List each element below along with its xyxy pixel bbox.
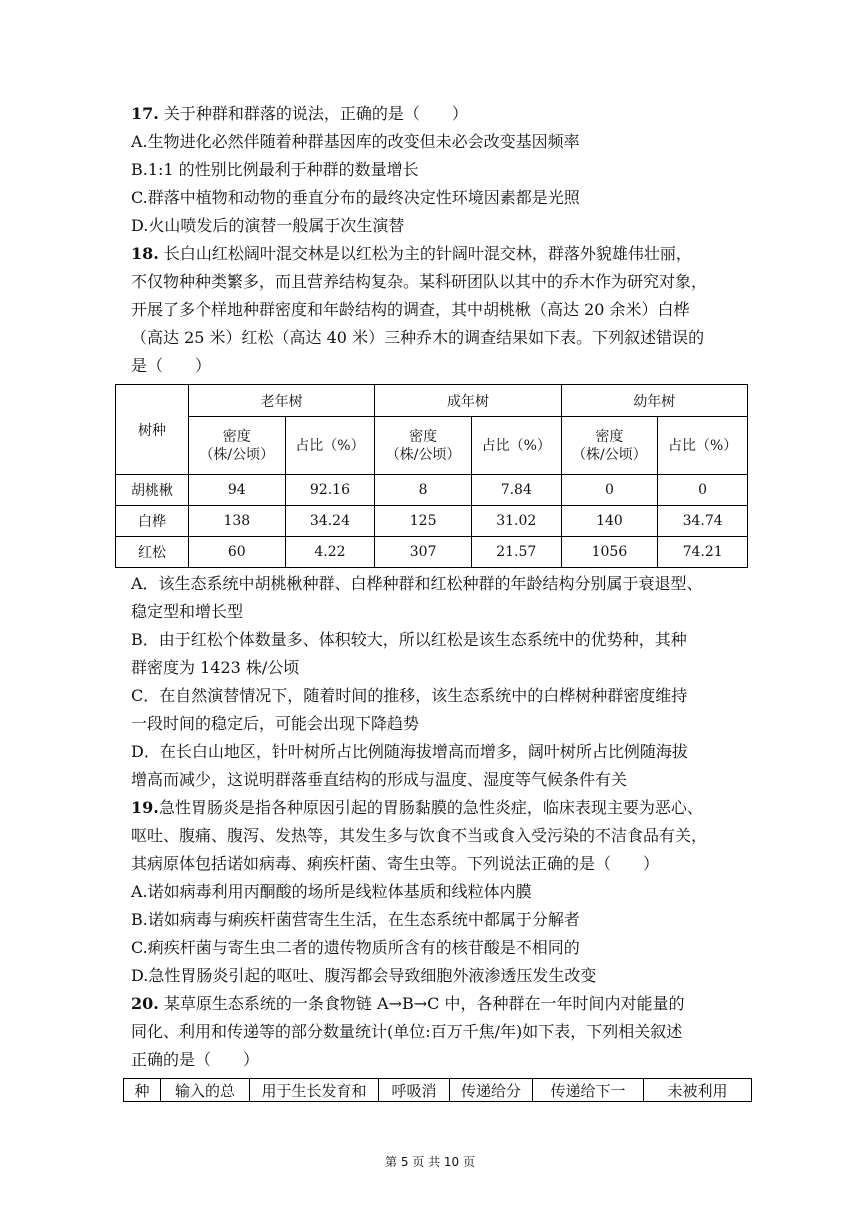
table-cell: 8 — [375, 475, 472, 506]
table-row — [116, 506, 748, 537]
q19-stem-text-1: 急性胃肠炎是指各种原因引起的胃肠黏膜的急性炎症，临床表现主要为恶心、 — [158, 798, 703, 817]
table-cell: 138 — [189, 506, 286, 537]
table-header-cell: 输入的总 — [161, 1079, 250, 1102]
table-cell: 125 — [375, 506, 472, 537]
row-species: 胡桃楸 — [116, 475, 189, 506]
table-cell: 60 — [189, 537, 286, 568]
sub-header-density: 密度 （株/公顷） — [189, 417, 286, 475]
table-cell: 94 — [189, 475, 286, 506]
page-footer: 第 5 页 共 10 页 — [385, 1155, 475, 1169]
sub-header-ratio: 占比（%） — [658, 417, 748, 475]
q18-option-b: B．由于红松个体数量多、体积较大，所以红松是该生态系统中的优势种，其种 — [131, 630, 687, 649]
q18-option-b-cont: 群密度为 1423 株/公顷 — [131, 658, 300, 677]
q20-stem-line-1 — [131, 994, 684, 1014]
q17-option-c: C.群落中植物和动物的垂直分布的最终决定性环境因素都是光照 — [131, 188, 580, 207]
table-cell: 0 — [658, 475, 748, 506]
q18-option-a: A．该生态系统中胡桃楸种群、白桦种群和红松种群的年龄结构分别属于衰退型、 — [131, 574, 703, 593]
q18-stem-text-1: 长白山红松阔叶混交林是以红松为主的针阔叶混交林，群落外貌雄伟壮丽， — [158, 244, 692, 263]
group-header-adult: 成年树 — [375, 385, 561, 417]
table-cell: 34.74 — [658, 506, 748, 537]
table-header-cell: 传递给下一 — [533, 1079, 644, 1102]
sub-header-ratio: 占比（%） — [285, 417, 375, 475]
table-cell: 307 — [375, 537, 472, 568]
q19-option-a: A.诺如病毒利用丙酮酸的场所是线粒体基质和线粒体内膜 — [131, 882, 532, 901]
q19-number: 19. — [131, 798, 159, 817]
table-cell: 34.24 — [285, 506, 375, 537]
q17-option-b: B.1:1 的性别比例最利于种群的数量增长 — [131, 160, 419, 179]
q18-stem-line-2: 不仅物种种类繁多，而且营养结构复杂。某科研团队以其中的乔木作为研究对象， — [131, 272, 708, 291]
sub-header-density: 密度 （株/公顷） — [375, 417, 472, 475]
species-header: 树种 — [116, 385, 189, 475]
q20-energy-table — [123, 1078, 752, 1102]
q20-stem-line-3: 正确的是（ ） — [131, 1050, 260, 1069]
q18-number: 18. — [131, 244, 159, 263]
table-header-cell: 未被利用 — [644, 1079, 752, 1102]
table-cell: 21.57 — [471, 537, 561, 568]
table-header-cell: 呼吸消 — [379, 1079, 450, 1102]
q18-stem-line-3: 开展了多个样地种群密度和年龄结构的调查，其中胡桃楸（高达 20 余米）白桦 — [131, 300, 690, 319]
row-species: 白桦 — [116, 506, 189, 537]
q18-stem-line-1 — [131, 244, 692, 264]
q18-option-d-cont: 增高而减少，这说明群落垂直结构的形成与温度、湿度等气候条件有关 — [131, 770, 628, 789]
q17-number: 17. — [131, 104, 159, 123]
group-header-young: 幼年树 — [561, 385, 747, 417]
q18-option-c-cont: 一段时间的稳定后，可能会出现下降趋势 — [131, 714, 420, 733]
q18-option-d: D．在长白山地区，针叶树所占比例随海拔增高而增多，阔叶树所占比例随海拔 — [131, 742, 688, 761]
table-cell: 7.84 — [471, 475, 561, 506]
sub-header-ratio: 占比（%） — [471, 417, 561, 475]
table-header-cell: 用于生长发育和 — [250, 1079, 379, 1102]
q18-stem-line-4: （高达 25 米）红松（高达 40 米）三种乔木的调查结果如下表。下列叙述错误的 — [131, 328, 705, 347]
sub-header-density: 密度 （株/公顷） — [561, 417, 658, 475]
row-species: 红松 — [116, 537, 189, 568]
table-row — [116, 475, 748, 506]
q20-stem-line-2: 同化、利用和传递等的部分数量统计(单位:百万千焦/年)如下表，下列相关叙述 — [131, 1022, 683, 1041]
q19-option-c: C.痢疾杆菌与寄生虫二者的遗传物质所含有的核苷酸是不相同的 — [131, 938, 580, 957]
group-header-old: 老年树 — [189, 385, 375, 417]
table-cell: 92.16 — [285, 475, 375, 506]
q17-option-a: A.生物进化必然伴随着种群基因库的改变但未必会改变基因频率 — [131, 132, 580, 151]
q20-stem-text-1: 某草原生态系统的一条食物链 A→B→C 中，各种群在一年时间内对能量的 — [158, 994, 685, 1013]
table-cell: 31.02 — [471, 506, 561, 537]
table-header-row — [124, 1079, 752, 1102]
q18-option-c: C．在自然演替情况下，随着时间的推移，该生态系统中的白桦树种群密度维持 — [131, 686, 688, 705]
q19-option-b: B.诺如病毒与痢疾杆菌营寄生生活，在生态系统中都属于分解者 — [131, 910, 580, 929]
q20-number: 20. — [131, 994, 159, 1013]
q17-stem-text: 关于种群和群落的说法，正确的是（ ） — [158, 104, 468, 123]
table-cell: 0 — [561, 475, 658, 506]
q19-stem-line-2: 呕吐、腹痛、腹泻、发热等，其发生多与饮食不当或食入受污染的不洁食品有关， — [131, 826, 708, 845]
table-cell: 4.22 — [285, 537, 375, 568]
table-cell: 1056 — [561, 537, 658, 568]
q17-option-d: D.火山喷发后的演替一般属于次生演替 — [131, 216, 405, 235]
q19-option-d: D.急性胃肠炎引起的呕吐、腹泻都会导致细胞外液渗透压发生改变 — [131, 966, 597, 985]
q18-survey-table — [115, 384, 748, 568]
table-row — [116, 537, 748, 568]
table-cell: 74.21 — [658, 537, 748, 568]
q17-stem — [131, 104, 468, 124]
q18-stem-line-5: 是（ ） — [131, 356, 212, 375]
table-cell: 140 — [561, 506, 658, 537]
q18-option-a-cont: 稳定型和增长型 — [131, 602, 244, 621]
table-header-cell: 种 — [124, 1079, 161, 1102]
q19-stem-line-1 — [131, 798, 703, 818]
q19-stem-line-3: 其病原体包括诺如病毒、痢疾杆菌、寄生虫等。下列说法正确的是（ ） — [131, 854, 660, 873]
table-header-cell: 传递给分 — [450, 1079, 533, 1102]
